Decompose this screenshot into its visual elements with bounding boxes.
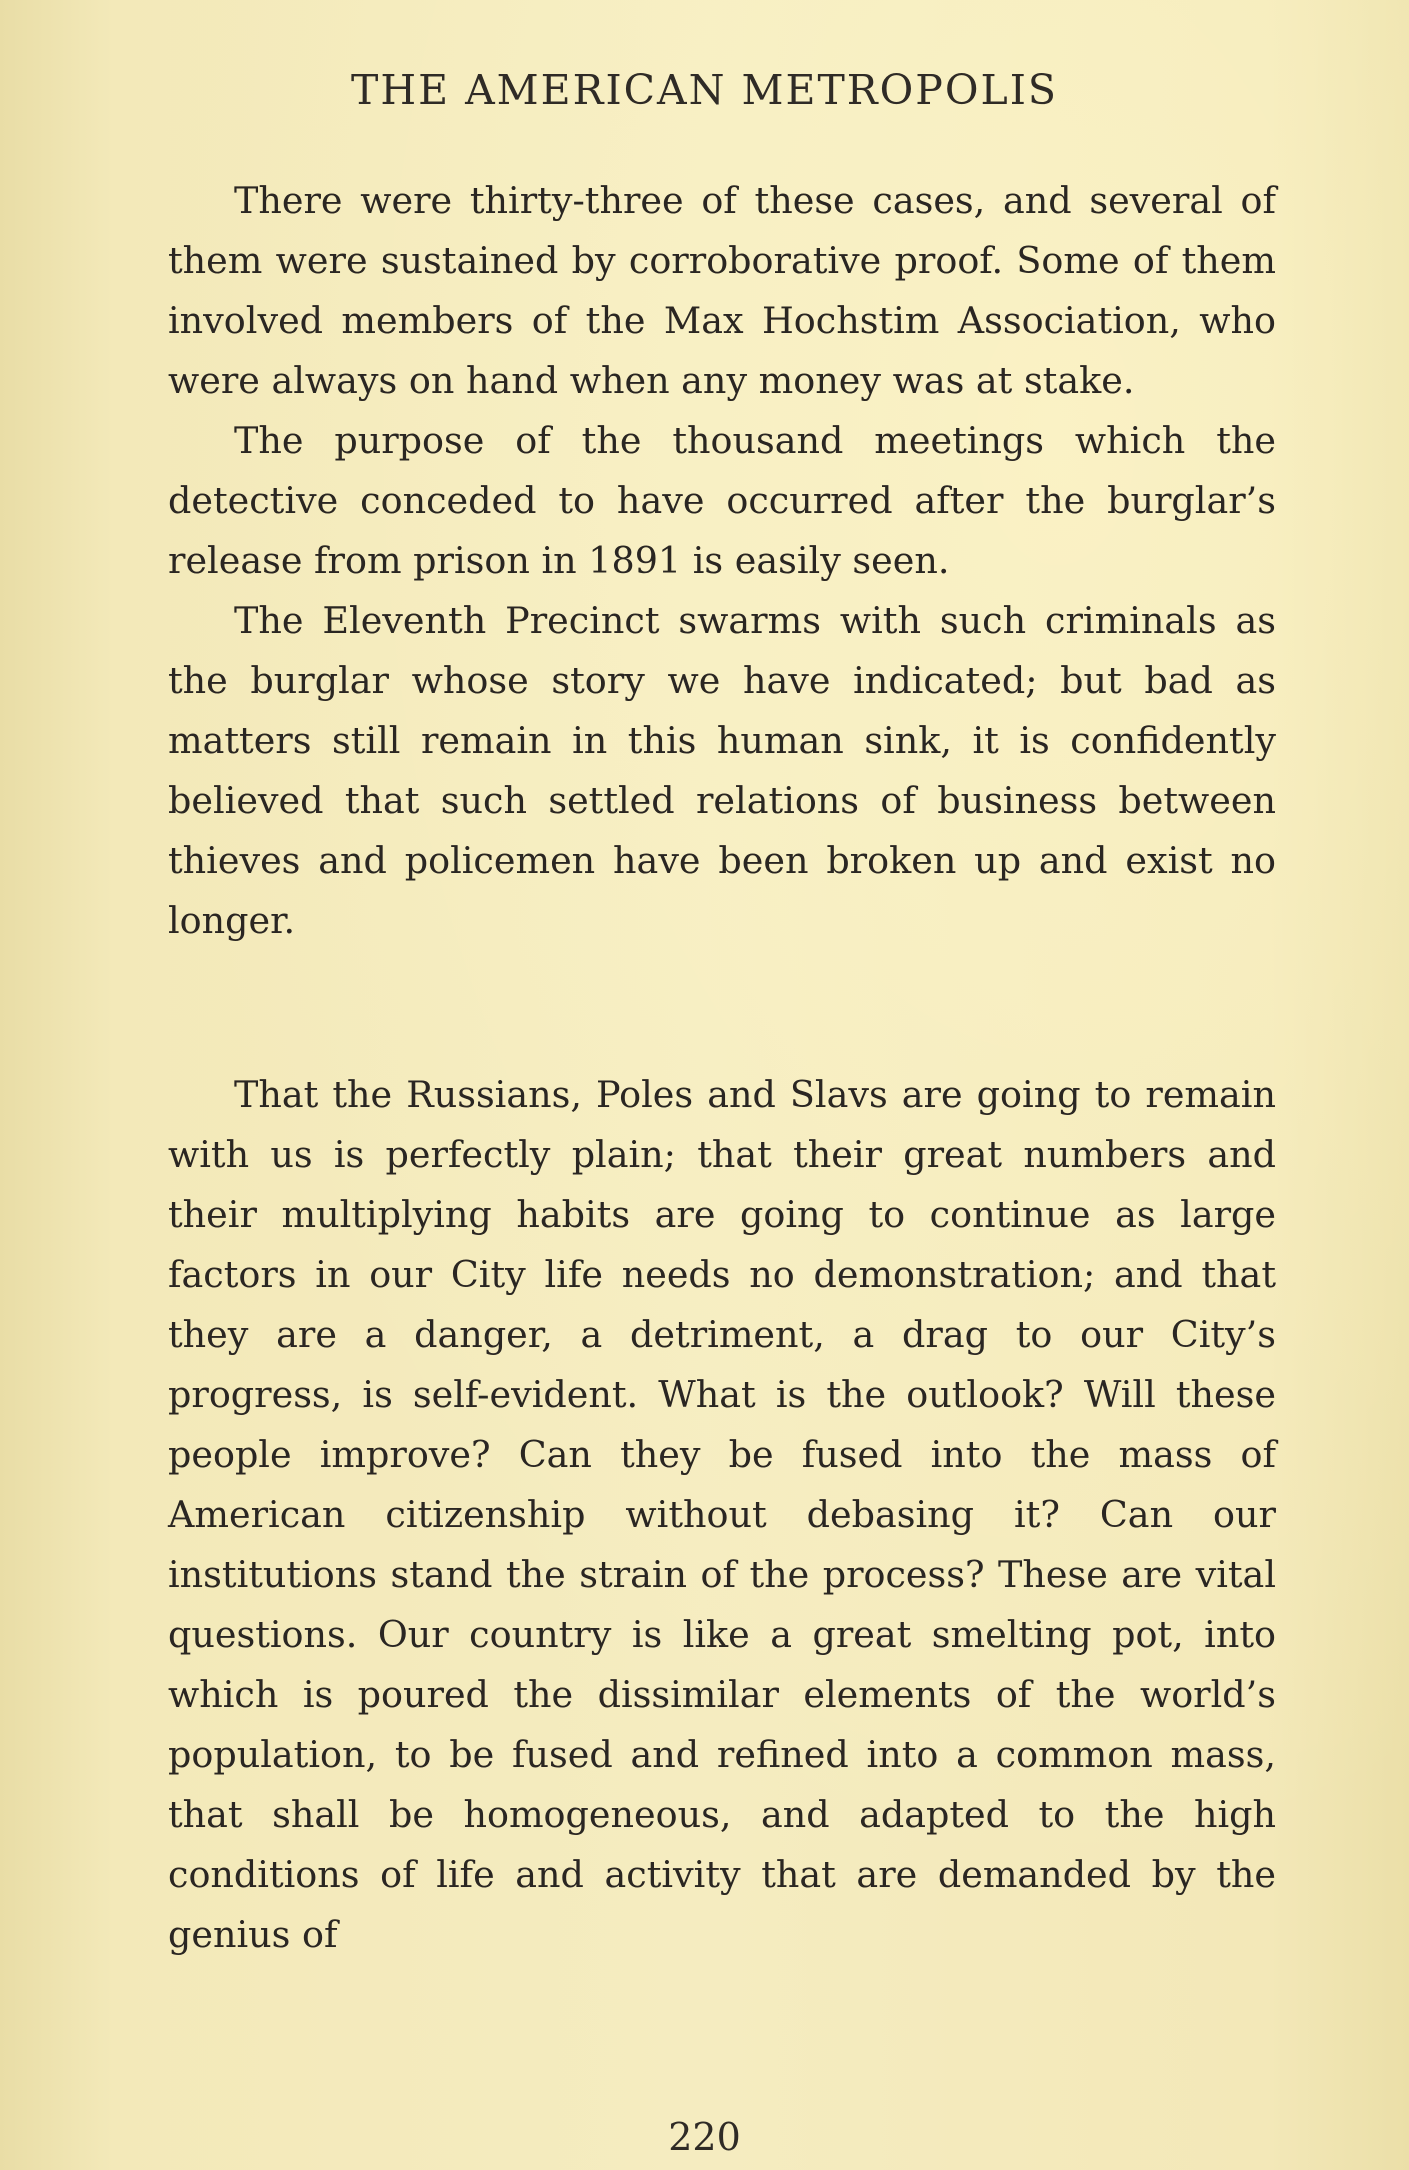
paragraph: That the Russians, Poles and Slavs are going to remain with us is perfectly plain; that their great numbers and their multiplying habits are going to continue as large factors in our City life needs no demonstration; and that they are a danger, a detriment, a drag to our City’s progress, is self-evident. What is the outlook? Will these people improve? Can they be fused into the mass of American citizenship without debasing it? Can our institutions stand the strain of the process? These are vital questions. Our country is like a great smelting pot, into which is poured the dissimilar elements of the world’s population, to be fused and refined into a common mass, that shall be homogeneous, and adapted to the high conditions of life and activity that are demanded by the genius of	[168, 1073, 1276, 1956]
paragraph: There were thirty-three of these cases, and several of them were sustained by corroborative proof. Some of them involved members of the Max Hochstim Association, who were always on hand when any money was at stake.	[168, 179, 1276, 402]
running-head: THE AMERICAN METROPOLIS	[351, 66, 1058, 114]
text-block-lower	[168, 1065, 1276, 1965]
text-block-upper	[168, 171, 1276, 951]
page-number: 220	[668, 2115, 741, 2159]
paragraph: The Eleventh Precinct swarms with such criminals as the burglar whose story we have indicated; but bad as matters still remain in this human sink, it is confidently believed that such settled relations of business between thieves and policemen have been broken up and exist no longer.	[168, 599, 1276, 942]
paragraph: The purpose of the thousand meetings which the detective conceded to have occurred after the burglar’s release from prison in 1891 is easily seen.	[168, 419, 1276, 582]
